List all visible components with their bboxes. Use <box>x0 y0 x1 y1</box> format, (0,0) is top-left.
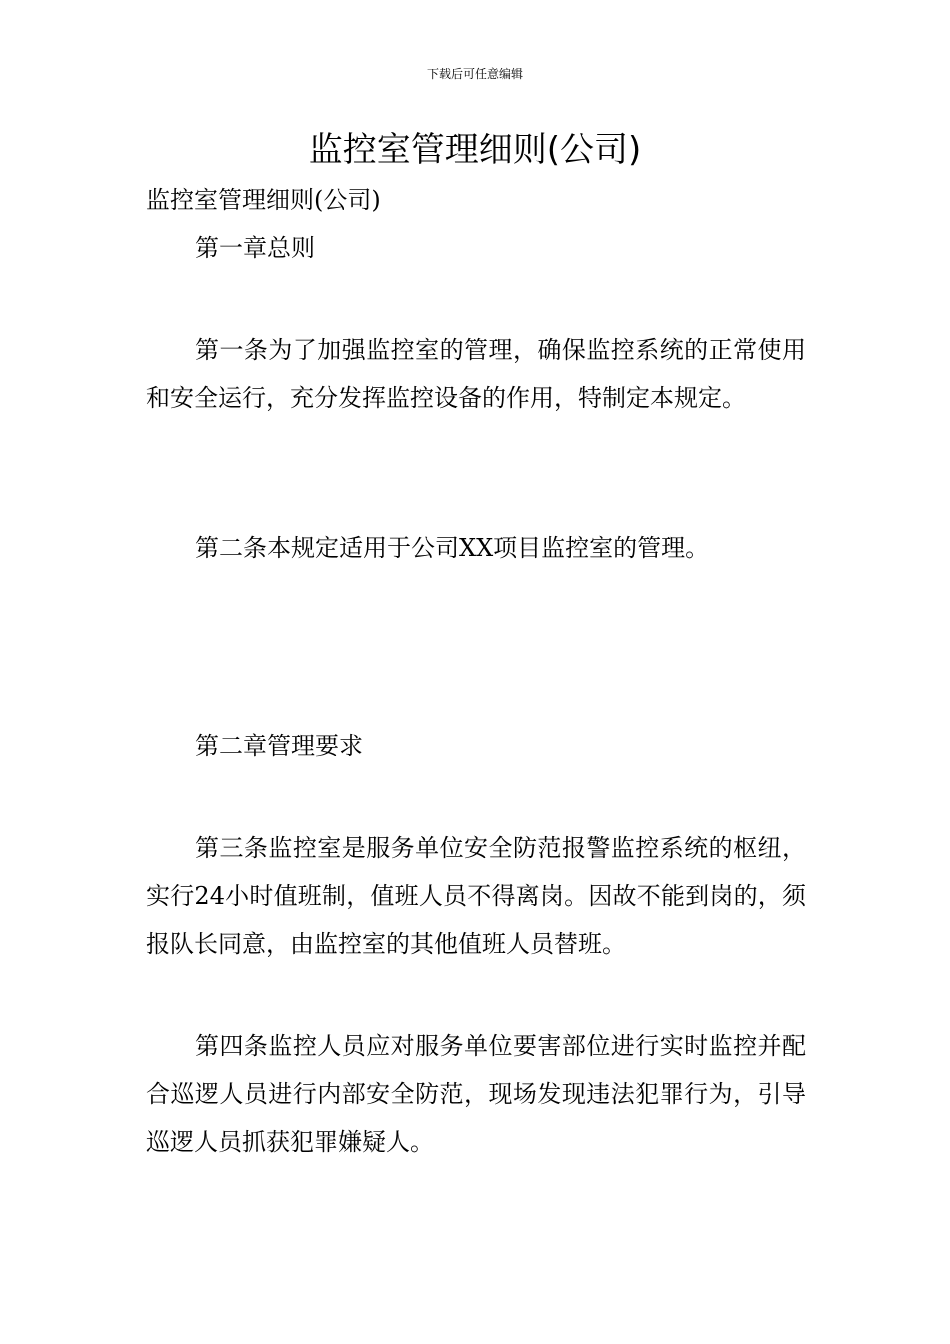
article-2: 第二条本规定适用于公司XX项目监控室的管理。 <box>195 534 710 562</box>
chapter-2-heading: 第二章管理要求 <box>195 732 363 760</box>
article-1: 第一条为了加强监控室的管理，确保监控系统的正常使用和安全运行，充分发挥监控设备的作用，特制定本规定。 <box>146 336 806 412</box>
header-note: 下载后可任意编辑 <box>426 67 523 81</box>
document-title: 监控室管理细则(公司) <box>308 130 642 170</box>
document-subtitle: 监控室管理细则(公司) <box>146 186 381 214</box>
article-4: 第四条监控人员应对服务单位要害部位进行实时监控并配合巡逻人员进行内部安全防范，现场发现违法犯罪行为，引导巡逻人员抓获犯罪嫌疑人。 <box>146 1032 806 1156</box>
article-3: 第三条监控室是服务单位安全防范报警监控系统的枢纽，实行24小时值班制，值班人员不得离岗。因故不能到岗的，须报队长同意，由监控室的其他值班人员替班。 <box>146 834 806 958</box>
chapter-1-heading: 第一章总则 <box>195 234 315 262</box>
